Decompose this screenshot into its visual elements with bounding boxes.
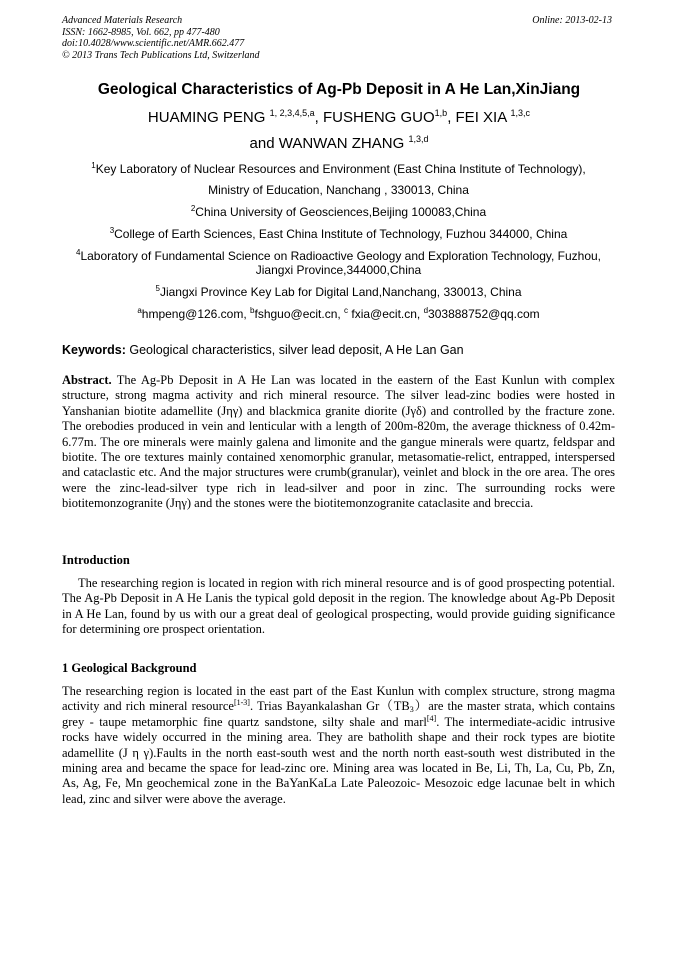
affiliation-number: 5 bbox=[155, 284, 160, 293]
journal-name: Advanced Materials Research bbox=[62, 15, 183, 26]
email-address: fxia@ecit.cn, bbox=[348, 307, 424, 321]
abstract bbox=[62, 373, 615, 512]
email-sup: c bbox=[344, 306, 349, 315]
introduction-heading: Introduction bbox=[62, 553, 130, 567]
affiliation-text: Jiangxi Province Key Lab for Digital Land,Nanchang, 330013, China bbox=[159, 285, 522, 299]
copyright-line: © 2013 Trans Tech Publications Ltd, Switzerland bbox=[62, 49, 260, 61]
journal-header bbox=[62, 15, 260, 61]
email-address: 303888752@qq.com bbox=[428, 307, 540, 321]
keywords-label: Keywords: bbox=[62, 343, 126, 357]
introduction-text: The researching region is located in region with rich mineral resource and is of good prospecting potential. The Ag-Pb Deposit in A He Lanis the typical gold deposit in the region. The knowledge about Ag-Pb Deposit in A He Lan, found by us with our a great deal of geological prospecting, would provide guiding significance for determining ore prospect orientation. bbox=[62, 576, 615, 637]
abstract-text: The Ag-Pb Deposit in A He Lan was located in the eastern of the East Kunlun with complex structure, strong magma activity and rich mineral resource. The silver lead-zinc bodies were hosted in Yanshanian biotite adamellite (Jηγ) and blackmica granite diorite (Jγδ) and controlled by the fracture zone. The orebodies produced in vein and lenticular with a length of 200m-820m, the average thickness of 0.42m-6.77m. The ore minerals were mainly galena and limonite and the gangue minerals were quartz, feldspar and biotite. The ore textures mainly contained xenomorphic granular, metasomatie-relict, entrapped, interspersed and cataclastic etc. And the major structures were crumb(granular), veinlet and block in the ore area. The ores were the zinc-lead-silver type rich in lead-silver and poor in zinc. The surrounding rocks were biotitemonzogranite (Jηγ) and the stones were the biotitemonzogranite cataclasite and breccia. bbox=[62, 373, 615, 511]
section-1-text bbox=[62, 684, 615, 807]
author-line-1 bbox=[50, 105, 628, 131]
citation: [4] bbox=[426, 713, 437, 723]
section-1-body: . The intermediate-acidic intrusive rocks have widely occurred in the mining area. They are batholith shape and their rock types are biotite adamellite (J η γ).Faults in the north east-south west and the north north east-south west distributed in the mining area and became the space for lead-zinc ore. Mining area was located in Be, Li, Th, La, Cu, Pb, Zn, As, Ag, Fe, Mn geochemical zone in the BaYanKaLa Late Paleozoic- Mesozoic edge lacunae belt in which lead, zinc and silver were above the average. bbox=[62, 714, 615, 806]
issn-line: ISSN: 1662-8985, Vol. 662, pp 477-480 bbox=[62, 26, 220, 38]
online-date bbox=[532, 15, 612, 27]
affiliation-5 bbox=[62, 285, 615, 299]
paper-title: Geological Characteristics of Ag-Pb Deposit in A He Lan,XinJiang bbox=[97, 81, 581, 98]
email-sup: d bbox=[423, 306, 429, 315]
section-1-body: . Trias Bayankalashan Gr（TB bbox=[249, 699, 410, 714]
citation: [1-3] bbox=[233, 698, 250, 708]
online-date-text: Online: 2013-02-13 bbox=[532, 15, 612, 26]
affiliation-text: College of Earth Sciences, East China Institute of Technology, Fuzhou 344000, China bbox=[114, 227, 568, 241]
affiliation-1 bbox=[62, 162, 615, 197]
affiliation-text: Key Laboratory of Nuclear Resources and Environment (East China Institute of Technology), bbox=[95, 162, 586, 176]
author-affil-sup: 1,3,d bbox=[408, 134, 429, 144]
affiliation-text: China University of Geosciences,Beijing 100083,China bbox=[195, 205, 487, 219]
affiliation-number: 2 bbox=[190, 204, 196, 213]
author-affil-sup: 1,3,c bbox=[510, 108, 531, 118]
author-affil-sup: 1,b bbox=[434, 108, 448, 118]
author-name: HUAMING PENG bbox=[147, 109, 270, 126]
author-list bbox=[50, 105, 628, 157]
abstract-label: Abstract. bbox=[62, 373, 112, 387]
affiliation-3 bbox=[62, 227, 615, 241]
author-emails bbox=[62, 307, 615, 321]
email-sup: b bbox=[250, 306, 255, 315]
doi-line: doi:10.4028/www.scientific.net/AMR.662.477 bbox=[62, 38, 245, 49]
author-line-2 bbox=[50, 131, 628, 157]
email-address: fshguo@ecit.cn, bbox=[254, 307, 345, 321]
subscript: 3 bbox=[409, 705, 414, 715]
keywords-text: Geological characteristics, silver lead deposit, A He Lan Gan bbox=[125, 343, 464, 357]
section-1-body: The researching region is located in the east part of the East Kunlun with complex structure, strong magma activity and rich mineral resource bbox=[62, 684, 615, 714]
author-name: , FUSHENG GUO bbox=[314, 109, 435, 126]
author-name: , FEI XIA bbox=[447, 109, 511, 126]
affiliation-number: 3 bbox=[109, 226, 115, 235]
affiliation-text: Laboratory of Fundamental Science on Radioactive Geology and Exploration Technology, Fuzhou, Jiangxi Province,344000,China bbox=[80, 249, 601, 277]
section-1-heading: 1 Geological Background bbox=[62, 661, 197, 675]
email-address: hmpeng@126.com, bbox=[141, 307, 251, 321]
email-sup: a bbox=[137, 306, 142, 315]
author-affil-sup: 1, 2,3,4,5,a bbox=[269, 108, 315, 118]
affiliation-2 bbox=[62, 205, 615, 219]
affiliation-number: 1 bbox=[91, 161, 96, 170]
affiliation-4 bbox=[62, 249, 615, 277]
affiliation-number: 4 bbox=[76, 248, 81, 257]
author-name: and WANWAN ZHANG bbox=[249, 135, 409, 152]
keywords bbox=[62, 343, 615, 357]
section-1-body: ）are the master strata, which contains grey - taupe metamorphic fine quartz sandstone, silty shale and marl bbox=[62, 699, 615, 729]
affiliation-text-cont: Ministry of Education, Nanchang , 330013, China bbox=[208, 183, 469, 197]
